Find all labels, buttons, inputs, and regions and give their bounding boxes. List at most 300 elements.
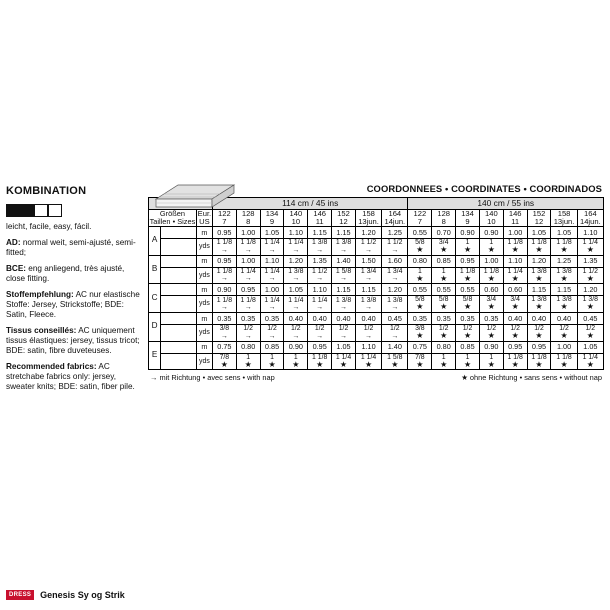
fabric-note-de-text: AC nur elastische Stoffe: Jersey, Strickstoffe; BDE: Satin, Fleece. (6, 290, 140, 320)
nap-mark-C-right-5: ★ (535, 302, 543, 312)
size-us-r3: 9 (465, 216, 470, 226)
nap-mark-D-right-4: ★ (511, 331, 519, 341)
size-eur-r1: 122 (413, 209, 427, 218)
row-piece-name-y-C (161, 296, 197, 313)
cell-B-yds-right-5: 1 3/8 ★ (527, 267, 551, 284)
nap-mark-A-left-5: → (340, 246, 347, 254)
nap-mark-E-left-6: ★ (364, 359, 373, 369)
fabric-note-en (6, 362, 144, 392)
size-us-l2: 8 (246, 216, 251, 226)
cell-C-m-left-0: 0.90 (212, 284, 236, 296)
nap-mark-E-right-2: ★ (463, 359, 472, 369)
cell-D-m-right-0: 0.35 (408, 312, 432, 324)
nap-mark-D-left-0: → (220, 332, 228, 340)
cell-C-m-right-3: 0.60 (479, 284, 503, 296)
nap-mark-A-left-0: → (220, 246, 228, 254)
cell-C-yds-right-0: 5/8 ★ (408, 296, 432, 313)
cell-E-m-right-4: 0.95 (503, 341, 527, 353)
size-col-l6 (332, 210, 356, 227)
cell-C-m-left-7: 1.20 (382, 284, 408, 296)
cell-D-yds-left-1: 1/2 → (236, 324, 260, 341)
cell-E-yds-right-0: 7/8 ★ (408, 353, 432, 370)
cell-B-m-right-2: 0.95 (456, 255, 480, 267)
table-row (149, 255, 604, 267)
size-us-r2: 8 (441, 216, 446, 226)
nap-mark-C-right-0: ★ (416, 302, 424, 312)
footer (6, 590, 125, 600)
cell-E-m-right-3: 0.90 (479, 341, 503, 353)
cell-D-m-right-5: 0.40 (527, 312, 551, 324)
nap-mark-E-left-7: ★ (391, 359, 399, 369)
cell-D-m-left-5: 0.40 (332, 312, 356, 324)
row-unit-m-C: m (196, 284, 212, 296)
row-unit-m-A: m (196, 226, 212, 238)
nap-mark-A-left-1: → (244, 246, 252, 254)
table-row (149, 341, 604, 353)
size-us-l4: 10 (291, 216, 301, 226)
nap-mark-D-left-7: → (391, 332, 399, 340)
cell-B-yds-left-4: 1 1/2 → (308, 267, 332, 284)
cell-E-m-right-6: 1.00 (551, 341, 577, 353)
yardage-chart-panel (148, 183, 604, 382)
cell-B-yds-left-5: 1 5/8 → (332, 267, 356, 284)
cell-A-yds-left-1: 1 1/8 → (236, 238, 260, 255)
nap-mark-C-left-4: → (316, 303, 324, 311)
cell-E-yds-right-6: 1 1/8 ★ (551, 353, 577, 370)
cell-D-m-left-6: 0.40 (355, 312, 381, 324)
nap-mark-D-right-7: ★ (586, 331, 594, 341)
cell-D-yds-left-7: 1/2 → (382, 324, 408, 341)
nap-mark-C-left-5: → (340, 303, 347, 311)
cell-C-yds-right-3: 3/4 ★ (479, 296, 503, 313)
size-eur-l6: 152 (337, 209, 350, 218)
cell-B-m-right-1: 0.85 (432, 255, 456, 267)
cell-C-m-left-3: 1.05 (284, 284, 308, 296)
cell-D-yds-right-2: 1/2 ★ (456, 324, 480, 341)
cell-C-yds-left-6: 1 3/8 → (355, 296, 381, 313)
row-unit-m-B: m (196, 255, 212, 267)
cell-B-m-right-5: 1.20 (527, 255, 551, 267)
nap-mark-E-right-0: ★ (416, 359, 424, 369)
cell-B-m-left-2: 1.10 (260, 255, 284, 267)
nap-mark-E-left-5: ★ (339, 359, 348, 369)
size-col-r8 (577, 210, 603, 227)
cell-A-yds-right-2: 1 ★ (456, 238, 480, 255)
cell-C-yds-left-4: 1 1/4 → (308, 296, 332, 313)
nap-mark-A-right-6: ★ (560, 245, 568, 255)
cell-A-m-right-7: 1.10 (577, 226, 603, 238)
table-row (149, 296, 604, 313)
nap-mark-C-left-3: → (292, 303, 300, 311)
size-eur-l7: 158 (362, 209, 375, 218)
row-piece-name-C (161, 284, 197, 296)
row-piece-name-y-E (161, 353, 197, 370)
cell-E-m-right-2: 0.85 (456, 341, 480, 353)
nap-mark-C-left-2: → (268, 303, 276, 311)
cell-A-m-right-2: 0.90 (456, 226, 480, 238)
cell-D-yds-left-5: 1/2 → (332, 324, 356, 341)
size-us-r8: 14jun. (579, 216, 601, 226)
nap-mark-A-left-6: → (365, 246, 373, 254)
table-row (149, 324, 604, 341)
cell-B-yds-right-4: 1 1/4 ★ (503, 267, 527, 284)
size-us-l5: 11 (315, 216, 324, 226)
cell-B-m-right-7: 1.35 (577, 255, 603, 267)
difficulty-tagline: leicht, facile, easy, fácil. (6, 222, 92, 232)
cell-D-yds-left-4: 1/2 → (308, 324, 332, 341)
cell-D-m-right-4: 0.40 (503, 312, 527, 324)
table-row (149, 238, 604, 255)
chart-footnotes (148, 373, 604, 382)
row-label-A: A (149, 226, 161, 255)
cell-C-yds-right-7: 1 3/8 ★ (577, 296, 603, 313)
nap-mark-B-right-3: ★ (487, 273, 495, 283)
cell-B-yds-right-0: 1 ★ (408, 267, 432, 284)
cell-A-yds-left-2: 1 1/4 → (260, 238, 284, 255)
cell-B-m-left-4: 1.35 (308, 255, 332, 267)
cell-C-yds-left-2: 1 1/4 → (260, 296, 284, 313)
cell-E-m-right-0: 0.75 (408, 341, 432, 353)
fabric-bolt-illustration (150, 181, 236, 217)
size-col-r3 (456, 210, 480, 227)
nap-mark-B-right-4: ★ (511, 273, 519, 283)
row-piece-name-y-D (161, 324, 197, 341)
chart-title: COORDONNEES • COORDINATES • COORDINADOS (366, 183, 602, 194)
nap-mark-A-right-4: ★ (511, 245, 519, 255)
cell-A-yds-right-0: 5/8 ★ (408, 238, 432, 255)
nap-mark-E-left-3: ★ (292, 359, 300, 369)
cell-C-m-right-1: 0.55 (432, 284, 456, 296)
cell-E-yds-right-7: 1 1/4 ★ (577, 353, 603, 370)
cell-D-m-right-6: 0.40 (551, 312, 577, 324)
cell-C-yds-left-1: 1 1/8 → (236, 296, 260, 313)
size-label-line2: Taillen • Sizes (149, 216, 196, 226)
size-us-r1: 7 (417, 216, 422, 226)
cell-E-m-left-3: 0.90 (284, 341, 308, 353)
cell-A-m-right-5: 1.05 (527, 226, 551, 238)
size-eur-l2: 128 (241, 209, 255, 218)
swatch-black-2 (20, 204, 34, 217)
cell-A-yds-left-6: 1 1/2 → (355, 238, 381, 255)
fabric-note-de (6, 290, 144, 320)
cell-D-m-left-2: 0.35 (260, 312, 284, 324)
nap-mark-C-left-1: → (244, 303, 252, 311)
row-label-E: E (149, 341, 161, 370)
cell-A-yds-right-5: 1 1/8 ★ (527, 238, 551, 255)
color-swatches (6, 204, 144, 217)
cell-B-m-left-5: 1.40 (332, 255, 356, 267)
size-col-l2 (236, 210, 260, 227)
cell-B-yds-left-7: 1 3/4 → (382, 267, 408, 284)
cell-C-m-right-2: 0.55 (456, 284, 480, 296)
nap-mark-C-right-4: ★ (511, 302, 519, 312)
nap-mark-D-right-2: ★ (463, 331, 472, 341)
size-eur-r3: 134 (461, 209, 474, 218)
size-col-l4 (284, 210, 308, 227)
footnote-with-nap: → mit Richtung • avec sens • with nap (150, 373, 275, 383)
cell-B-yds-right-1: 1 ★ (432, 267, 456, 284)
cell-B-m-right-4: 1.10 (503, 255, 527, 267)
size-col-l8 (382, 210, 408, 227)
cell-A-m-left-6: 1.20 (355, 226, 381, 238)
row-piece-name-B (161, 255, 197, 267)
size-col-r5 (503, 210, 527, 227)
cell-D-yds-left-3: 1/2 → (284, 324, 308, 341)
nap-mark-B-left-4: → (316, 275, 324, 283)
nap-mark-E-right-5: ★ (535, 359, 543, 369)
cell-B-m-left-3: 1.20 (284, 255, 308, 267)
cell-C-yds-right-6: 1 3/8 ★ (551, 296, 577, 313)
nap-mark-E-left-0: ★ (220, 359, 228, 369)
nap-mark-E-right-6: ★ (560, 359, 568, 369)
cell-E-m-left-0: 0.75 (212, 341, 236, 353)
size-col-r4 (479, 210, 503, 227)
row-unit-yds-D: yds (196, 324, 212, 341)
nap-mark-B-left-0: → (220, 275, 228, 283)
size-col-r7 (551, 210, 577, 227)
nap-mark-C-right-6: ★ (560, 302, 568, 312)
table-row (149, 284, 604, 296)
cell-D-yds-right-0: 3/8 ★ (408, 324, 432, 341)
cell-C-m-right-4: 0.60 (503, 284, 527, 296)
cell-B-m-left-1: 1.00 (236, 255, 260, 267)
cell-E-yds-left-0: 7/8 ★ (212, 353, 236, 370)
cell-C-yds-left-5: 1 3/8 → (332, 296, 356, 313)
cell-E-yds-right-1: 1 ★ (432, 353, 456, 370)
cell-E-m-left-4: 0.95 (308, 341, 332, 353)
nap-mark-C-left-0: → (220, 303, 228, 311)
cell-C-yds-left-0: 1 1/8 → (212, 296, 236, 313)
cell-A-yds-left-4: 1 3/8 → (308, 238, 332, 255)
cell-C-m-right-7: 1.20 (577, 284, 603, 296)
fabric-note-en-text: AC stretchabe fabrics only: jersey, sweater knits; BDE: satin, fiber pile. (6, 362, 135, 392)
row-unit-yds-B: yds (196, 267, 212, 284)
nap-mark-A-right-7: ★ (586, 245, 594, 255)
cell-A-m-left-0: 0.95 (212, 226, 236, 238)
size-eur-l4: 140 (289, 209, 303, 218)
cell-A-m-left-3: 1.10 (284, 226, 308, 238)
nap-mark-B-right-0: ★ (416, 273, 424, 283)
nap-mark-A-right-5: ★ (535, 245, 543, 255)
cell-B-m-right-0: 0.80 (408, 255, 432, 267)
nap-mark-B-right-7: ★ (586, 273, 594, 283)
nap-mark-D-right-3: ★ (487, 331, 495, 341)
cell-A-m-left-1: 1.00 (236, 226, 260, 238)
cell-A-m-left-5: 1.15 (332, 226, 356, 238)
cell-A-m-left-4: 1.15 (308, 226, 332, 238)
row-piece-name-A (161, 226, 197, 238)
nap-mark-D-right-6: ★ (560, 331, 568, 341)
nap-mark-D-left-5: → (340, 332, 347, 340)
cell-C-yds-left-3: 1 1/4 → (284, 296, 308, 313)
cell-B-yds-left-0: 1 1/8 → (212, 267, 236, 284)
nap-mark-B-right-2: ★ (463, 273, 472, 283)
brand-logo: DRESS (6, 590, 34, 600)
row-unit-yds-E: yds (196, 353, 212, 370)
cell-A-m-left-7: 1.25 (382, 226, 408, 238)
nap-mark-B-left-2: → (268, 275, 276, 283)
fit-note-bce-lead: BCE: (6, 264, 27, 274)
cell-A-m-right-4: 1.00 (503, 226, 527, 238)
fit-note-ad-lead: AD: (6, 238, 21, 248)
cell-B-yds-left-3: 1 3/8 → (284, 267, 308, 284)
fit-note-bce-text: eng anliegend, très ajusté, close fitting. (6, 264, 125, 284)
size-eur-l5: 146 (313, 209, 327, 218)
cell-B-yds-right-7: 1 1/2 ★ (577, 267, 603, 284)
nap-mark-A-right-1: ★ (440, 245, 448, 255)
cell-D-m-left-7: 0.45 (382, 312, 408, 324)
nap-mark-A-left-4: → (316, 246, 324, 254)
footer-text: Genesis Sy og Strik (40, 590, 125, 600)
size-us-r4: 10 (487, 216, 496, 226)
fabric-note-fr-text: AC uniquement tissus élastiques: jersey, tissus tricot; BDE: satin, fibre duveteuses. (6, 326, 140, 356)
size-col-l7 (355, 210, 381, 227)
cell-D-m-left-0: 0.35 (212, 312, 236, 324)
nap-mark-B-left-1: → (244, 275, 252, 283)
nap-mark-E-right-7: ★ (586, 359, 594, 369)
size-eur-r6: 152 (532, 209, 546, 218)
cell-A-yds-left-0: 1 1/8 → (212, 238, 236, 255)
nap-mark-D-left-6: → (365, 332, 373, 340)
nap-mark-C-right-1: ★ (440, 302, 448, 312)
cell-D-m-left-3: 0.40 (284, 312, 308, 324)
cell-E-m-right-7: 1.05 (577, 341, 603, 353)
cell-B-yds-left-6: 1 3/4 → (355, 267, 381, 284)
row-unit-yds-C: yds (196, 296, 212, 313)
size-us-l1: 7 (222, 216, 227, 226)
swatch-black-1 (6, 204, 20, 217)
cell-E-yds-left-6: 1 1/4 ★ (355, 353, 381, 370)
cell-D-m-right-1: 0.35 (432, 312, 456, 324)
cell-E-m-right-5: 0.95 (527, 341, 551, 353)
cell-D-yds-left-0: 3/8 → (212, 324, 236, 341)
size-col-l3 (260, 210, 284, 227)
nap-mark-E-right-3: ★ (487, 359, 495, 369)
cell-A-yds-right-4: 1 1/8 ★ (503, 238, 527, 255)
cell-B-m-right-6: 1.25 (551, 255, 577, 267)
nap-mark-B-right-1: ★ (440, 273, 448, 283)
table-body (149, 226, 604, 369)
cell-C-m-right-6: 1.15 (551, 284, 577, 296)
size-us-l3: 9 (269, 216, 275, 226)
nap-mark-D-right-5: ★ (535, 331, 543, 341)
cell-A-m-right-0: 0.55 (408, 226, 432, 238)
cell-B-yds-left-2: 1 1/4 → (260, 267, 284, 284)
nap-mark-B-left-3: → (292, 275, 300, 283)
row-unit-yds-A: yds (196, 238, 212, 255)
cell-A-yds-left-7: 1 1/2 → (382, 238, 408, 255)
nap-mark-C-right-2: ★ (463, 302, 472, 312)
yardage-table (148, 197, 604, 370)
cell-E-yds-right-3: 1 ★ (479, 353, 503, 370)
cell-E-m-left-2: 0.85 (260, 341, 284, 353)
cell-B-yds-right-6: 1 3/8 ★ (551, 267, 577, 284)
cell-E-m-left-6: 1.10 (355, 341, 381, 353)
fabric-note-en-lead: Recommended fabrics: (6, 362, 97, 372)
size-eur-l8: 164 (388, 209, 402, 218)
cell-E-yds-right-5: 1 1/8 ★ (527, 353, 551, 370)
nap-mark-C-right-7: ★ (586, 302, 594, 312)
cell-C-yds-right-4: 3/4 ★ (503, 296, 527, 313)
page-title: KOMBINATION (6, 185, 87, 197)
nap-mark-D-left-3: → (292, 332, 300, 340)
size-us-r6: 12 (534, 216, 544, 226)
cell-E-m-left-7: 1.40 (382, 341, 408, 353)
size-eur-r5: 146 (508, 209, 522, 218)
cell-E-m-left-5: 1.05 (332, 341, 356, 353)
cell-C-yds-left-7: 1 3/8 → (382, 296, 408, 313)
cell-D-yds-right-7: 1/2 ★ (577, 324, 603, 341)
size-eur-r8: 164 (584, 209, 597, 218)
cell-A-m-right-3: 0.90 (479, 226, 503, 238)
cell-D-yds-right-5: 1/2 ★ (527, 324, 551, 341)
unit-label-line2: US (199, 216, 210, 226)
cell-D-yds-right-6: 1/2 ★ (551, 324, 577, 341)
nap-mark-C-left-7: → (391, 303, 399, 311)
cell-D-yds-right-1: 1/2 ★ (432, 324, 456, 341)
size-eur-l3: 134 (265, 209, 279, 218)
nap-mark-B-left-5: → (340, 275, 347, 283)
table-row (149, 267, 604, 284)
cell-C-yds-right-5: 1 3/8 ★ (527, 296, 551, 313)
size-us-l8: 14jun. (384, 216, 406, 226)
cell-A-m-left-2: 1.05 (260, 226, 284, 238)
fabric-info-column (6, 185, 144, 398)
fabric-note-de-lead: Stoffempfehlung: (6, 290, 74, 300)
cell-C-m-left-1: 0.95 (236, 284, 260, 296)
nap-mark-A-left-2: → (268, 246, 276, 254)
nap-mark-C-left-6: → (365, 303, 373, 311)
nap-mark-D-right-0: ★ (416, 331, 424, 341)
nap-mark-E-right-1: ★ (440, 359, 448, 369)
size-eur-r4: 140 (485, 209, 498, 218)
size-col-r2 (432, 210, 456, 227)
fabric-note-fr-lead: Tissus conseillés: (6, 326, 77, 336)
size-eur-r2: 128 (437, 209, 451, 218)
cell-A-m-right-1: 0.70 (432, 226, 456, 238)
nap-mark-A-right-3: ★ (487, 245, 495, 255)
cell-D-m-right-2: 0.35 (456, 312, 480, 324)
cell-C-m-left-2: 1.00 (260, 284, 284, 296)
row-piece-name-E (161, 341, 197, 353)
cell-B-yds-right-2: 1 1/8 ★ (456, 267, 480, 284)
nap-mark-A-right-2: ★ (463, 245, 472, 255)
cell-D-yds-right-4: 1/2 ★ (503, 324, 527, 341)
nap-mark-D-left-4: → (316, 332, 324, 340)
cell-D-yds-right-3: 1/2 ★ (479, 324, 503, 341)
table-row (149, 353, 604, 370)
nap-mark-B-right-5: ★ (535, 273, 543, 283)
size-us-l6: 12 (339, 216, 348, 226)
size-label-line1: Größen (159, 209, 185, 219)
cell-E-yds-left-2: 1 ★ (260, 353, 284, 370)
nap-mark-E-right-4: ★ (511, 359, 519, 369)
cell-B-yds-right-3: 1 1/8 ★ (479, 267, 503, 284)
cell-D-m-left-1: 0.35 (236, 312, 260, 324)
cell-E-yds-left-1: 1 ★ (236, 353, 260, 370)
unit-label-line1: Eur. (197, 209, 212, 218)
cell-E-yds-right-2: 1 ★ (456, 353, 480, 370)
row-label-B: B (149, 255, 161, 284)
cell-E-yds-left-7: 1 5/8 ★ (382, 353, 408, 370)
cell-A-yds-right-7: 1 1/4 ★ (577, 238, 603, 255)
cell-B-m-right-3: 1.00 (479, 255, 503, 267)
size-us-r5: 11 (511, 216, 520, 226)
size-eur-r7: 158 (557, 209, 571, 218)
size-col-r6 (527, 210, 551, 227)
table-row (149, 226, 604, 238)
cell-D-m-right-3: 0.35 (479, 312, 503, 324)
